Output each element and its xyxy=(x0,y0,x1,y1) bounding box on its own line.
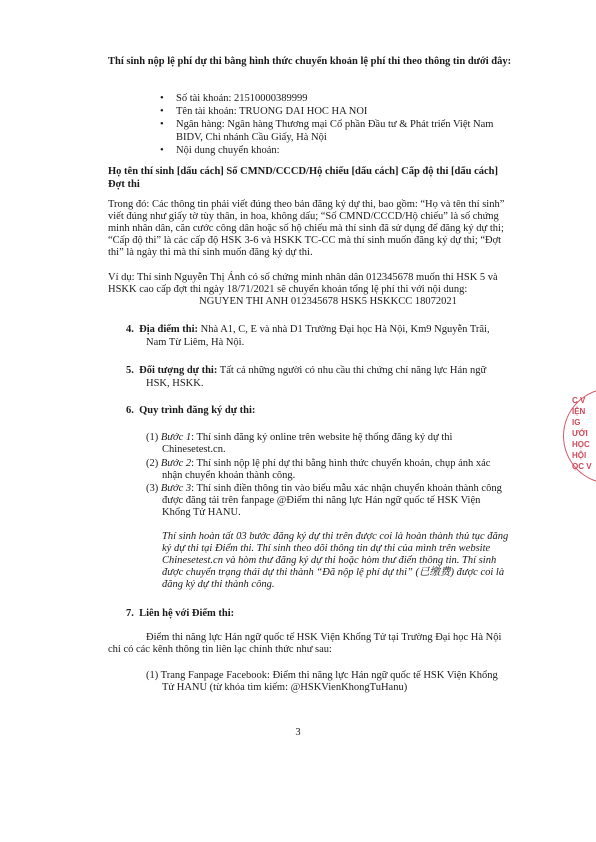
transfer-content-text: Nội dung chuyển khoản: xyxy=(176,145,280,156)
step-2-text2: nhận chuyển khoản thành công. xyxy=(162,470,296,481)
example-line1: Ví dụ: Thí sinh Nguyễn Thị Ánh có số chứng minh nhân dân 012345678 muốn thi HSK 5 và xyxy=(108,272,498,283)
step-2-text: : Thí sinh nộp lệ phí dự thi bằng hình thức chuyển khoản, chụp ảnh xác xyxy=(191,458,491,469)
section-7-heading: Liên hệ với Điểm thi: xyxy=(139,608,235,619)
example-line3: NGUYEN THI ANH 012345678 HSK5 HSKKCC 18072021 xyxy=(199,296,457,307)
section-5-number: 5. xyxy=(126,365,134,376)
contact-item-1-line2: Tử HANU (từ khóa tìm kiếm: @HSKVienKhongTuHanu) xyxy=(162,682,408,693)
section-4-number: 4. xyxy=(126,324,134,335)
format-line2: Đợt thi xyxy=(108,179,140,190)
account-name-text: Tên tài khoản: TRUONG DAI HOC HA NOI xyxy=(176,106,368,117)
completion-note-line5: đăng ký dự thi thành công. xyxy=(162,579,275,590)
document-page: Thí sinh nộp lệ phí dự thi bằng hình thức chuyển khoản lệ phí thi theo thông tin dưới đây: • Số tài khoản: 21510000389999 • Tên tài khoản: TRUONG DAI HOC HA NOI • Ngân hàng: Ngân hàng Thương mại Cổ phần Đầu tư & Phát triển Việt Nam BIDV, Chi nhánh Cầu Giấy, Hà Nội • Nội dung chuyển khoản: Họ tên thí sinh [dấu cách] Số CMND/CCCD/Hộ chiếu [dấu cách] Cấp độ thi [dấu cách] Đợt thi Trong đó: Các thông tin phải viết đúng theo bản đăng ký dự thi, bao gồm: “Họ và tên thí sinh” viết đúng như giấy tờ tùy thân, in hoa, không dấu; “Số CMND/CCCD/Hộ chiếu” là số chứng minh nhân dân, căn cước công dân hoặc số hộ chiếu mà thí sinh đã sử dụng để đăng ký dự thi; “Cấp độ thi” là các cấp độ HSK 3-6 và HSKK TC-CC mà thí sinh muốn đăng ký dự thi; “Đợt thi” là ngày thi mà thí sinh muốn đăng ký dự thi. Ví dụ: Thí sinh Nguyễn Thị Ánh có số chứng minh nhân dân 012345678 muốn thi HSK 5 và HSKK cao cấp đợt thi ngày 18/71/2021 sẽ chuyển khoản tổng lệ phí thi với nội dung: NGUYEN THI ANH 012345678 HSK5 HSKKCC 18072021 4. Địa điểm thi: Nhà A1, C, E và nhà D1 Trường Đại học Hà Nội, Km9 Nguyễn Trãi, Nam Từ Liêm, Hà Nội. 5. Đối tượng dự thi: Tất cả những người có nhu cầu thi chứng chỉ năng lực Hán ngữ HSK, HSKK. 6. Quy trình đăng ký dự thi: (1) Bước 1: Thí sinh đăng ký online trên website hệ thống đăng ký dự thi Chinesetest.cn. (2) Bước 2: Thí sinh nộp lệ phí dự thi bằng hình thức chuyển khoản, chụp ảnh xác nhận chuyển khoản thành công. (3) Bước 3: Thí sinh điền thông tin vào biểu mẫu xác nhận chuyển khoản thành công được đăng tải trên fanpage @Điểm thi năng lực Hán ngữ quốc tế HSK Viện Khổng Tử HANU. Thí sinh hoàn tất 03 bước đăng ký dự thi trên được coi là hoàn thành thủ tục đăng ký dự thi tại Điểm thi. Thí sinh theo dõi thông tin dự thi của mình trên website Chinesetest.cn và hòm thư đăng ký dự thi hoặc hòm thư điển thông tin. Thí sinh được chuyển trạng thái dự thi thành “Đã nộp lệ phí dự thi” (已缴费) được coi là đăng ký dự thi thành công. 7. Liên hệ với Điểm thi: Điểm thi năng lực Hán ngữ quốc tế HSK Viện Khổng Tử tại Trường Đại học Hà Nội chỉ có các kênh thông tin liên lạc chính thức như sau: (1) Trang Fanpage Facebook: Điểm thi năng lực Hán ngữ quốc tế HSK Viện Khổng Tử HANU (từ khóa tìm kiếm: @HSKVienKhongTuHanu) 3 C V IỆN IG ƯỚI HỌC HỘI ỌC V xyxy=(0,0,596,842)
bank-line2-text: BIDV, Chi nhánh Cầu Giấy, Hà Nội xyxy=(176,132,327,143)
intro-text: Thí sinh nộp lệ phí dự thi bằng hình thức chuyển khoản lệ phí thi theo thông tin dưới đây: xyxy=(108,56,512,67)
completion-note-line2: ký dự thi tại Điểm thi. Thí sinh theo dõi thông tin dự thi của mình trên website xyxy=(162,543,491,554)
step-1-label: Bước 1 xyxy=(160,432,192,443)
section-5 xyxy=(126,365,546,378)
section-5-text2: HSK, HSKK. xyxy=(146,378,204,389)
section-6-number: 6. xyxy=(126,405,134,416)
account-no-text: Số tài khoản: 21510000389999 xyxy=(176,93,308,104)
contact-item-1: (1) Trang Fanpage Facebook: Điểm thi năng lực Hán ngữ quốc tế HSK Viện Khổng xyxy=(146,670,498,681)
note-line1: Trong đó: Các thông tin phải viết đúng theo bản đăng ký dự thi, bao gồm: “Họ và tên thí sinh” xyxy=(108,199,505,210)
section-4-text1: Nhà A1, C, E và nhà D1 Trường Đại học Hà Nội, Km9 Nguyễn Trãi, xyxy=(200,324,490,335)
step-1-text: : Thí sinh đăng ký online trên website hệ thống đăng ký dự thi xyxy=(191,432,453,443)
completion-note-line3: Chinesetest.cn và hòm thư đăng ký dự thi hoặc hòm thư điển thông tin. Thí sinh xyxy=(162,555,497,566)
section-5-heading: Đối tượng dự thi: xyxy=(139,365,218,376)
section-6 xyxy=(126,405,546,418)
section-7-text2: chỉ có các kênh thông tin liên lạc chính thức như sau: xyxy=(108,644,332,655)
note-line5: thi” là ngày thi mà thí sinh muốn đăng ký dự thi. xyxy=(108,247,313,258)
section-5-text1: Tất cả những người có nhu cầu thi chứng chỉ năng lực Hán ngữ xyxy=(219,365,487,376)
section-4-text2: Nam Từ Liêm, Hà Nội. xyxy=(146,337,245,348)
step-3: (3) Bước 3: Thí sinh điền thông tin vào biểu mẫu xác nhận chuyển khoản thành công xyxy=(146,483,502,494)
section-7-text1: Điểm thi năng lực Hán ngữ quốc tế HSK Viện Khổng Tử tại Trường Đại học Hà Nội xyxy=(146,632,502,643)
note-line2: viết đúng như giấy tờ tùy thân, in hoa, không dấu; “Số CMND/CCCD/Hộ chiếu” là số chứng xyxy=(108,211,499,222)
bank-line1-text: Ngân hàng: Ngân hàng Thương mại Cổ phần Đầu tư & Phát triển Việt Nam xyxy=(176,119,494,130)
step-3-text2: được đăng tải trên fanpage @Điểm thi năng lực Hán ngữ quốc tế HSK Viện xyxy=(162,495,481,506)
section-6-heading: Quy trình đăng ký dự thi: xyxy=(139,405,256,416)
step-3-label: Bước 3 xyxy=(160,483,192,494)
step-3-text3: Khổng Tử HANU. xyxy=(162,507,241,518)
section-7-number: 7. xyxy=(126,608,134,619)
section-4-heading: Địa điểm thi: xyxy=(139,324,199,335)
step-2-label: Bước 2 xyxy=(160,458,192,469)
official-seal-stamp: C V IỆN IG ƯỚI HỌC HỘI ỌC V xyxy=(563,388,596,484)
step-1: (1) Bước 1: Thí sinh đăng ký online trên website hệ thống đăng ký dự thi xyxy=(146,432,453,443)
page-number: 3 xyxy=(295,727,301,738)
completion-note-line4: được chuyển trạng thái dự thi thành “Đã nộp lệ phí dự thi” (已缴费) được coi là xyxy=(162,567,505,578)
completion-note-line1: Thí sinh hoàn tất 03 bước đăng ký dự thi trên được coi là hoàn thành thủ tục đăng xyxy=(162,531,509,542)
example-line2: HSKK cao cấp đợt thi ngày 18/71/2021 sẽ chuyển khoản tổng lệ phí thi với nội dung: xyxy=(108,284,468,295)
note-line4: “Cấp độ thi” là các cấp độ HSK 3-6 và HSKK TC-CC mà thí sinh muốn đăng ký dự thi; “Đợt xyxy=(108,235,502,246)
section-4 xyxy=(126,324,546,337)
format-line1: Họ tên thí sinh [dấu cách] Số CMND/CCCD/Hộ chiếu [dấu cách] Cấp độ thi [dấu cách] xyxy=(108,166,498,177)
note-line3: minh nhân dân, căn cước công dân hoặc số hộ chiếu mà thí sinh đã sử dụng để đăng ký dự thi; xyxy=(108,223,504,234)
step-1-text2: Chinesetest.cn. xyxy=(162,444,226,455)
section-7 xyxy=(126,608,546,621)
step-2: (2) Bước 2: Thí sinh nộp lệ phí dự thi bằng hình thức chuyển khoản, chụp ảnh xác xyxy=(146,458,491,469)
step-3-text: : Thí sinh điền thông tin vào biểu mẫu xác nhận chuyển khoản thành công xyxy=(191,483,502,494)
